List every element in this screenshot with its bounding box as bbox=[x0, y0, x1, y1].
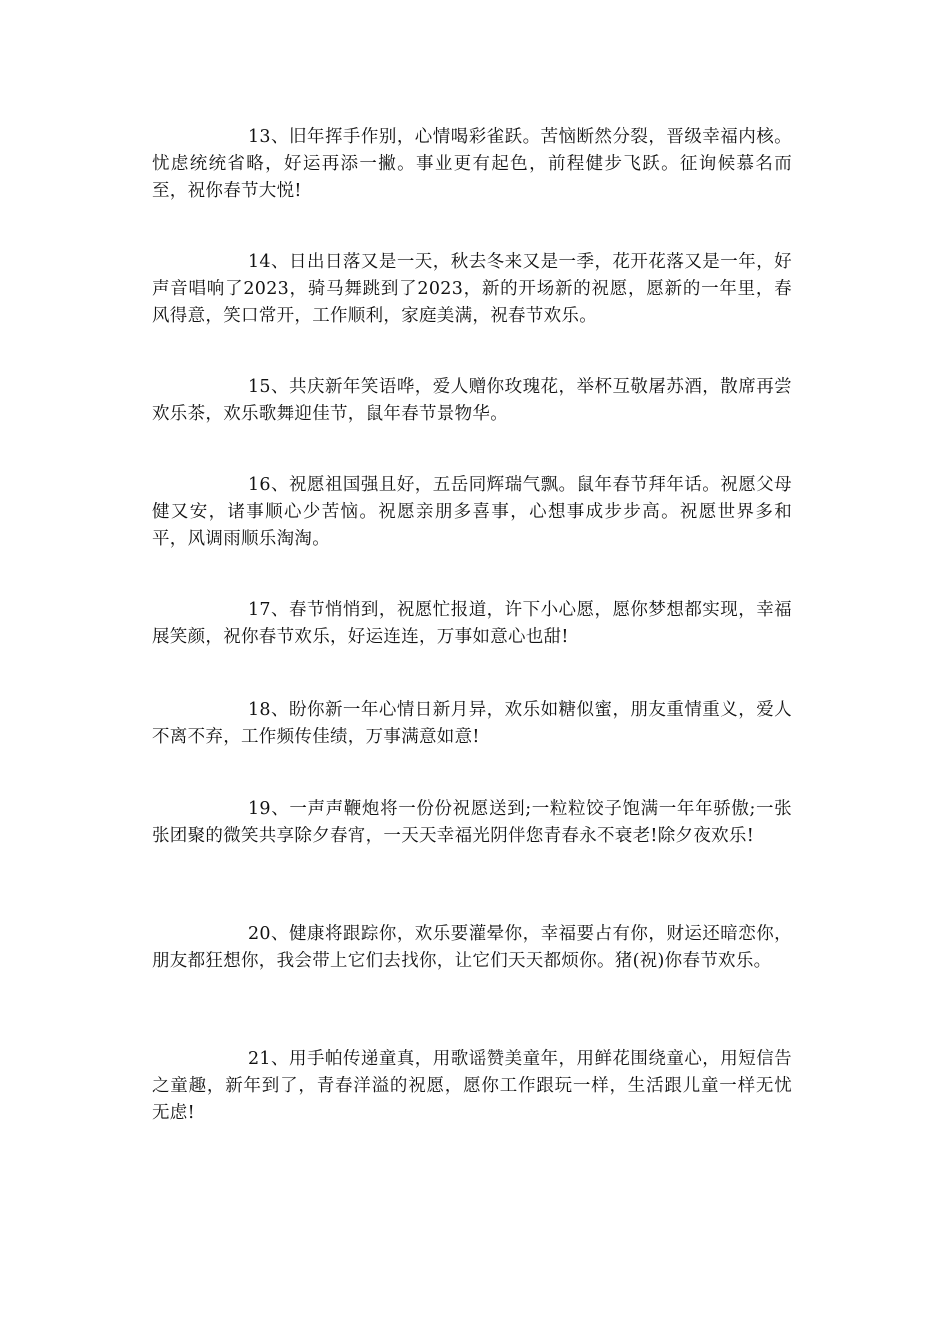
greeting-paragraph-20: 20、健康将跟踪你，欢乐要灌晕你，幸福要占有你，财运还暗恋你，朋友都狂想你，我会带上它们去找你，让它们天天都烦你。猪(祝)你春节欢乐。 bbox=[152, 924, 792, 971]
greeting-paragraph-16: 16、祝愿祖国强且好，五岳同辉瑞气飘。鼠年春节拜年话。祝愿父母健又安，诸事顺心少苦恼。祝愿亲朋多喜事，心想事成步步高。祝愿世界多和平，风调雨顺乐淘淘。 bbox=[152, 475, 792, 549]
greeting-paragraph-14: 14、日出日落又是一天，秋去冬来又是一季，花开花落又是一年，好声音唱响了2023，骑马舞跳到了2023，新的开场新的祝愿，愿新的一年里，春风得意，笑口常开，工作顺利，家庭美满，祝春节欢乐。 bbox=[152, 252, 792, 326]
greeting-paragraph-17: 17、春节悄悄到，祝愿忙报道，许下小心愿，愿你梦想都实现，幸福展笑颜，祝你春节欢乐，好运连连，万事如意心也甜! bbox=[152, 600, 792, 647]
greeting-paragraph-19: 19、一声声鞭炮将一份份祝愿送到;一粒粒饺子饱满一年年骄傲;一张张团聚的微笑共享除夕春宵，一天天幸福光阴伴您青春永不衰老!除夕夜欢乐! bbox=[152, 799, 792, 846]
greeting-paragraph-21: 21、用手帕传递童真，用歌谣赞美童年，用鲜花围绕童心，用短信告之童趣，新年到了，青春洋溢的祝愿，愿你工作跟玩一样，生活跟儿童一样无忧无虑! bbox=[152, 1049, 792, 1123]
greeting-paragraph-18: 18、盼你新一年心情日新月异，欢乐如糖似蜜，朋友重情重义，爱人不离不弃，工作频传佳绩，万事满意如意! bbox=[152, 700, 792, 747]
greeting-paragraph-15: 15、共庆新年笑语哗，爱人赠你玫瑰花，举杯互敬屠苏酒，散席再尝欢乐茶，欢乐歌舞迎佳节，鼠年春节景物华。 bbox=[152, 377, 792, 424]
greeting-paragraph-13: 13、旧年挥手作别，心情喝彩雀跃。苦恼断然分裂，晋级幸福内核。忧虑统统省略，好运再添一撇。事业更有起色，前程健步飞跃。征询候慕名而至，祝你春节大悦! bbox=[152, 127, 792, 201]
